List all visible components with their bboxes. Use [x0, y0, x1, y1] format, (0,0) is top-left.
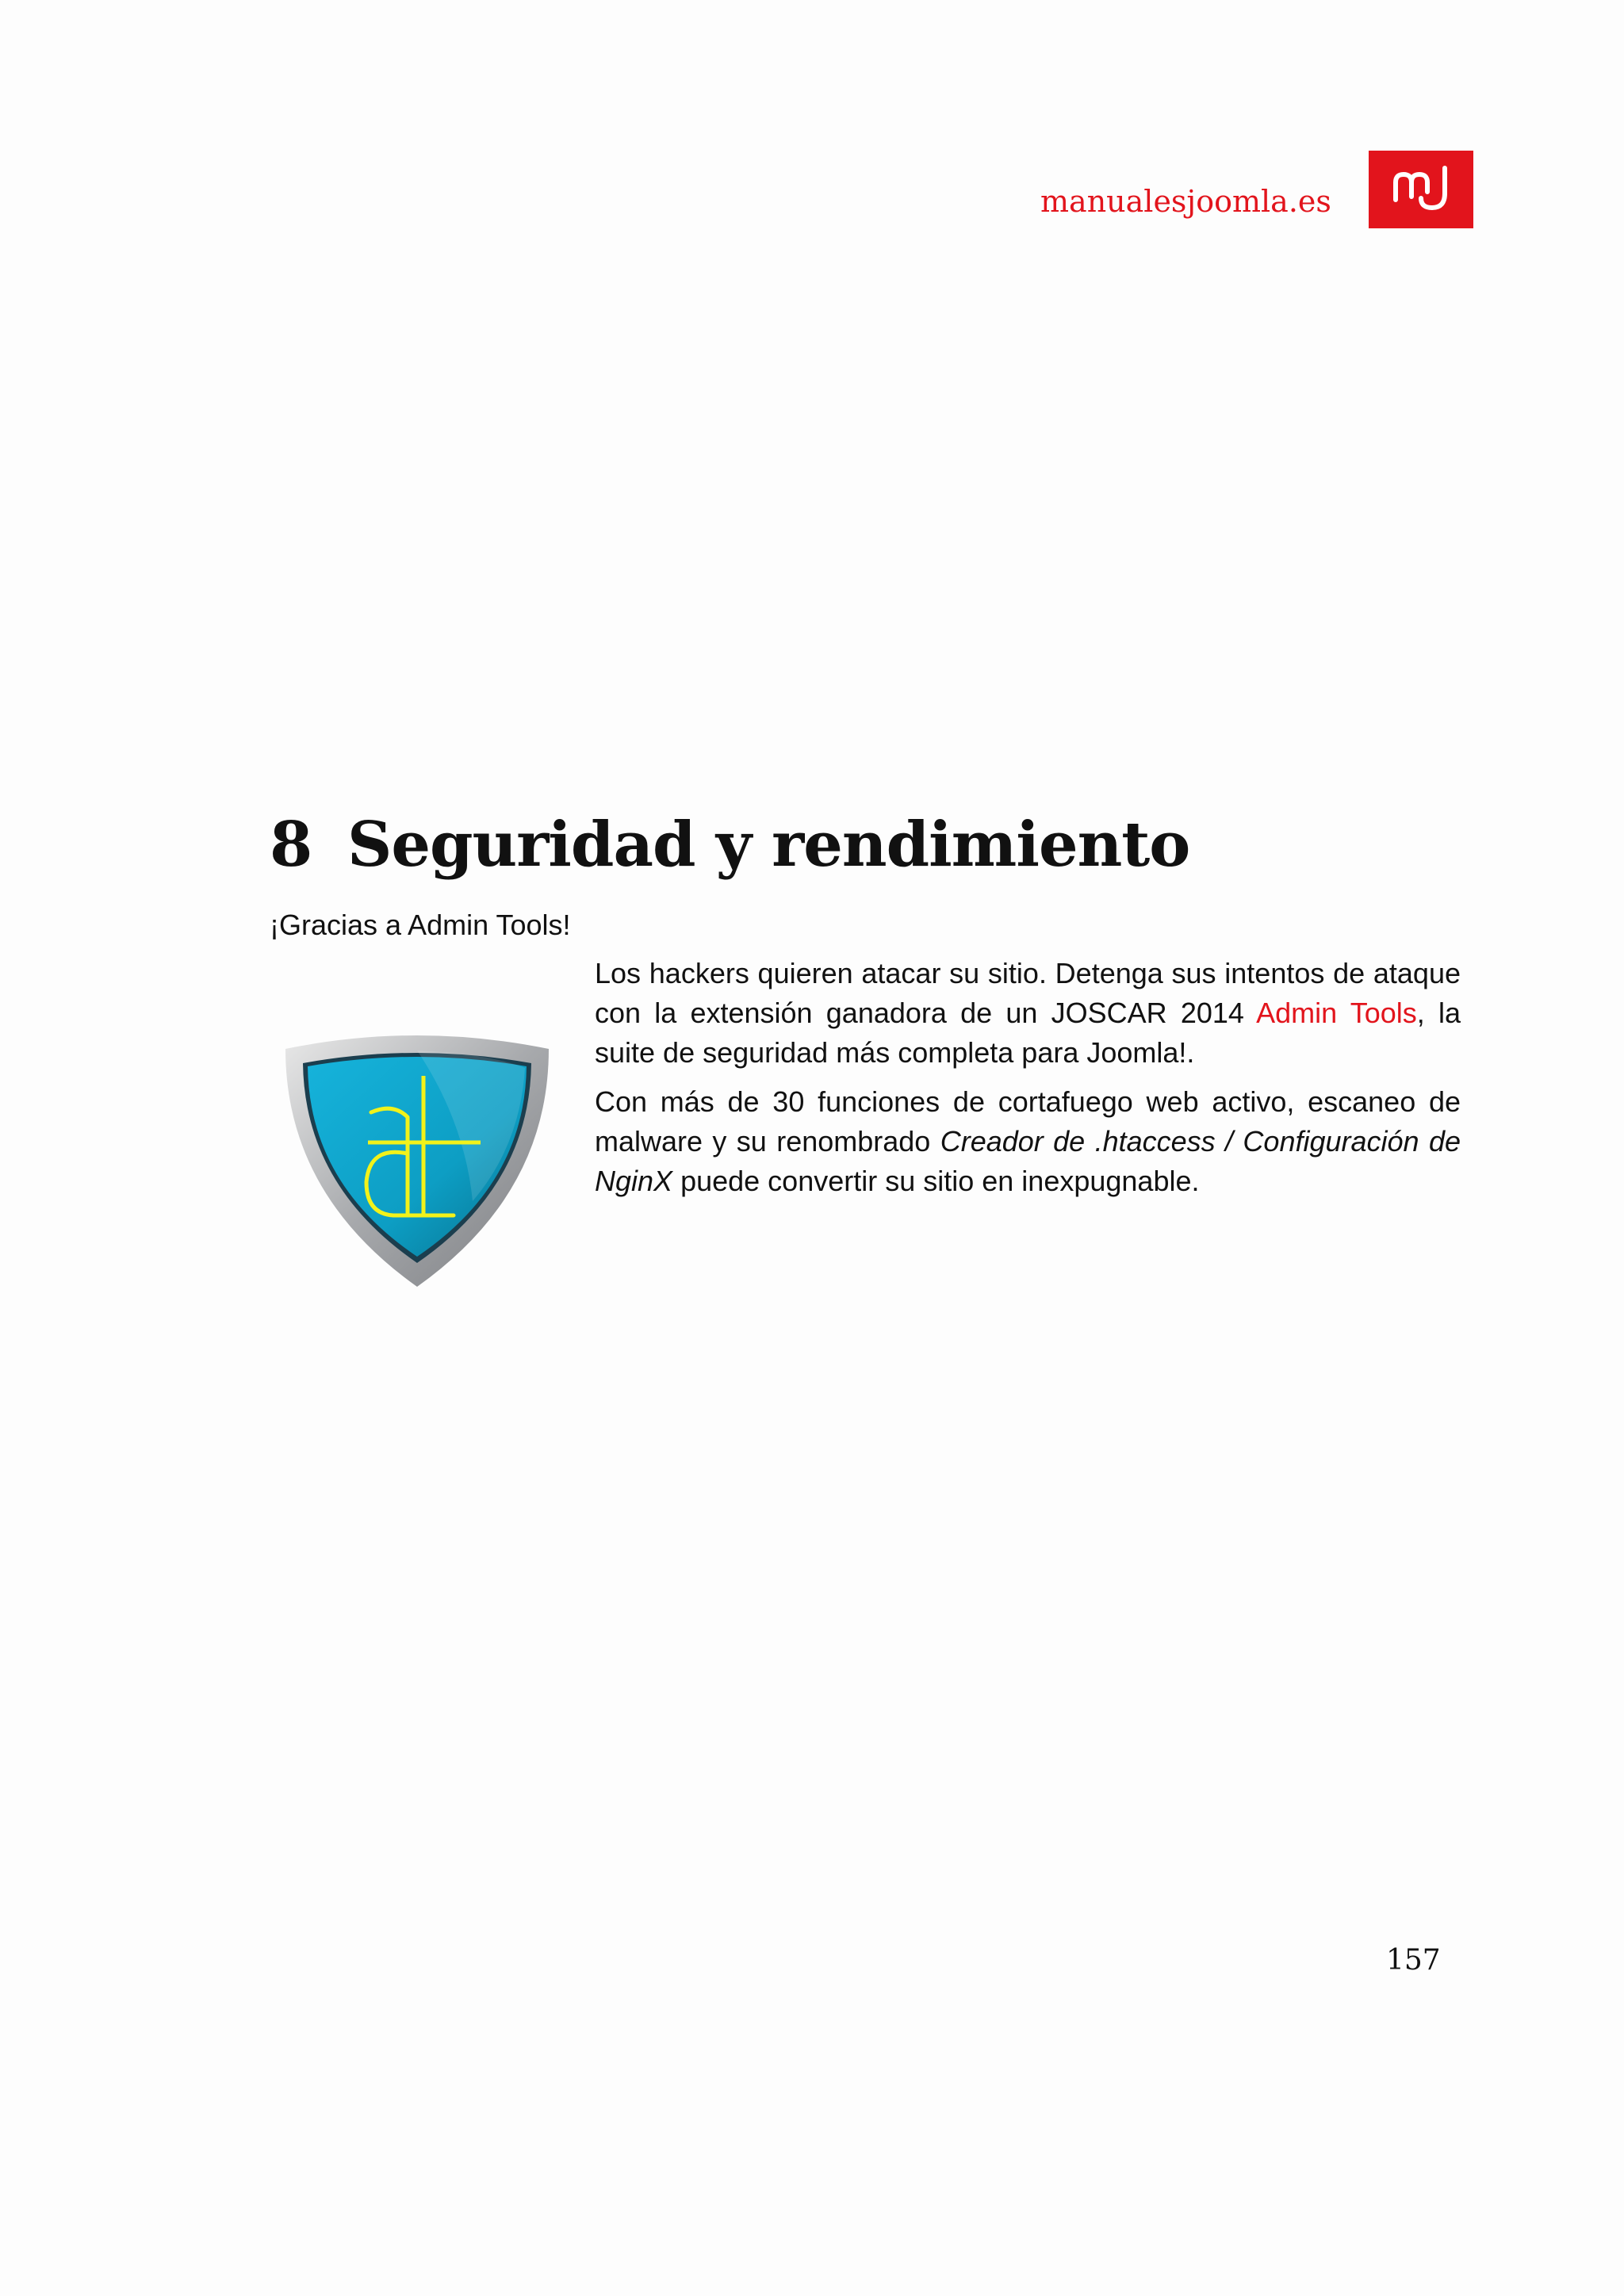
admin-tools-link[interactable]: Admin Tools: [1256, 997, 1417, 1029]
chapter-number: 8: [270, 809, 312, 881]
description-paragraph-1: [595, 954, 1461, 1073]
chapter-title-text: Seguridad y rendimiento: [347, 809, 1190, 881]
description-paragraph-2: [595, 1082, 1461, 1201]
description-column: [595, 954, 1461, 1211]
chapter-title: [270, 809, 1189, 881]
paragraph-2-text: Con más de 30 funciones de cortafuego web activo, escaneo de malware y su renombrado: [595, 1085, 1461, 1158]
paragraph-2-emphasis: Creador de .htaccess / Configuración de NginX: [595, 1125, 1461, 1197]
paragraph-2-text-end: puede convertir su sitio en inexpugnable.: [672, 1165, 1200, 1197]
site-name: manualesjoomla.es: [1040, 184, 1331, 219]
page-number: 157: [1386, 1944, 1441, 1976]
paragraph-1-text: Los hackers quieren atacar su sitio. Detenga sus intentos de ataque con la extensión ganadora de un JOSCAR 2014: [595, 957, 1461, 1029]
intro-text: ¡Gracias a Admin Tools!: [270, 909, 571, 941]
paragraph-1-text-end: , la suite de seguridad más completa para Joomla!.: [595, 997, 1461, 1069]
manualesjoomla-logo-icon: [1369, 151, 1473, 228]
admin-tools-shield-icon: [282, 1027, 552, 1290]
